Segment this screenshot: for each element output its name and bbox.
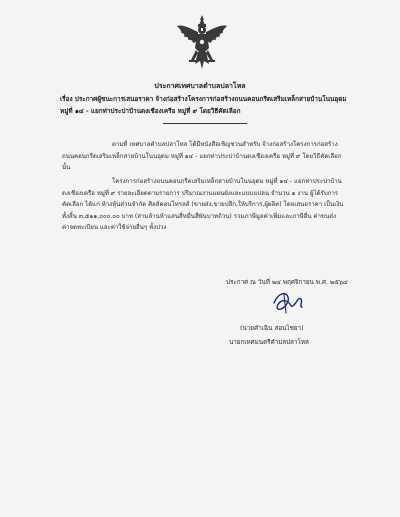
paragraph-intro-text: ตามที่ เทศบาลตำบลปลาโหล ได้มีหนังสือเชิญชวนสำหรับ จ้างก่อสร้างโครงการก่อสร้างถนนคอนกรีตเสริมเหล็กสายบ้านโนนอุดม หมู่ที่ ๑๔ - แยกท่าประปาบ้านดงเชืองเครือ หมู่ที่ ๙ โดยวิธีคัดเลือก นั้น <box>62 141 342 172</box>
signatory-name: (นายคำเฉิน สอนไชยา) <box>240 325 304 332</box>
announcement-date: ประกาศ ณ วันที่ ๒๔ พฤศจิกายน พ.ศ. ๒๕๖๔ <box>226 279 348 286</box>
garuda-emblem-icon <box>176 14 228 72</box>
handwritten-signature <box>268 289 308 315</box>
divider-line <box>163 123 247 124</box>
paragraph-winner <box>62 176 344 234</box>
paragraph-intro <box>62 139 344 174</box>
paragraph-winner-text: โครงการก่อสร้างถนนคอนกรีตเสริมเหล็กสายบ้านโนนอุดม หมู่ที่ ๑๔ - แยกท่าประปาบ้านดงเชืองเครือ หมู่ที่ ๙ รายละเอียดตามรายการ ปริมาณงานแผนผังและแบบแปลน จำนวน ๑ งาน ผู้ได้รับการคัดเลือก ได้แก่ ห้างหุ้นส่วนจำกัด ศิลส์คอนโทรลส์ (ขายส่ง,ขายปลีก,ให้บริการ,ผู้ผลิต) โดยเสนอราคา เป็นเงินทั้งสิ้น ๓,๕๑๑,๐๐๐.๐๐ บาท (สามล้านห้าแสนสี่หมื่นสี่พันบาทถ้วน) รวมภาษีมูลค่าเพิ่มและภาษีอื่น ค่าขนส่ง ค่าจดทะเบียน และค่าใช้จ่ายอื่นๆ ทั้งปวง <box>62 178 344 232</box>
signatory-position: นายกเทศมนตรีตำบลปลาโหล <box>229 339 309 346</box>
document-subject: เรื่อง ประกาศผู้ชนะการเสนอราคา จ้างก่อสร้างโครงการก่อสร้างถนนคอนกรีตเสริมเหล็กสายบ้านโนนอุดม หมู่ที่ ๑๔ - แยกท่าประปาบ้านดงเชืองเครือ หมู่ที่ ๙ โดยวิธีคัดเลือก <box>60 95 347 115</box>
document-title: ประกาศเทศบาลตำบลปลาโหล <box>154 82 246 90</box>
